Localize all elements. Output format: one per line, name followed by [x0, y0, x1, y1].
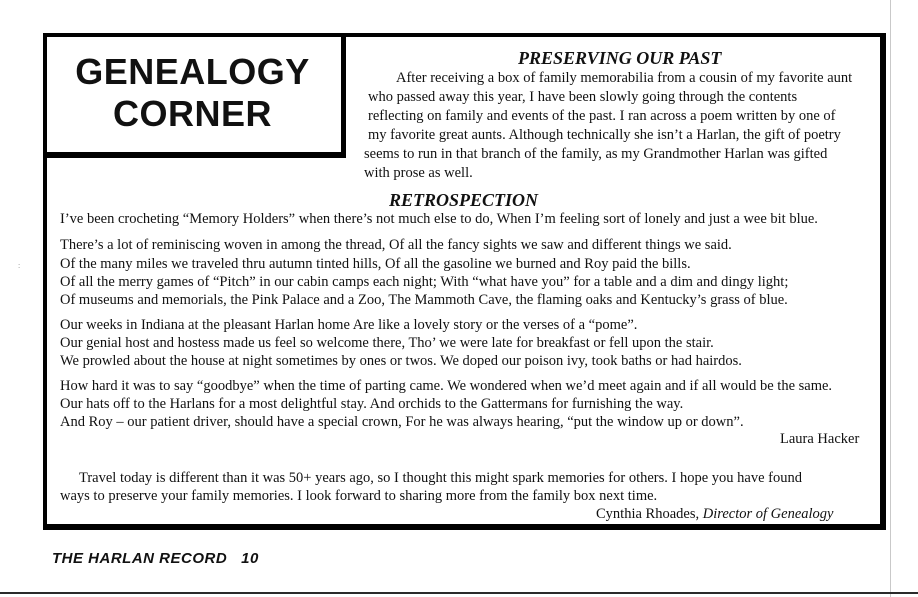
- poem-line: We prowled about the house at night sometimes by ones or twos. We doped our poison ivy, took baths or had hairdos.: [60, 353, 742, 369]
- signature-name: Cynthia Rhoades,: [596, 506, 700, 522]
- poem-line: Our genial host and hostess made us feel so welcome there, Tho’ we were late for breakfast or fell upon the stair.: [60, 335, 714, 351]
- section-title-box: [44, 34, 346, 158]
- poem-author: Laura Hacker: [780, 431, 860, 447]
- poem-line: And Roy – our patient driver, should have a special crown, For he was always hearing, “put the window up or down”.: [60, 414, 744, 430]
- poem-line: How hard it was to say “goodbye” when the time of parting came. We wondered when we’d meet again and if all would be the same.: [60, 378, 833, 394]
- poem-line: I’ve been crocheting “Memory Holders” when there’s not much else to do, When I’m feeling sort of lonely and just a wee bit blue.: [60, 211, 818, 227]
- poem-line: Our hats off to the Harlans for a most delightful stay. And orchids to the Gattermans for furnishing the way.: [60, 396, 684, 412]
- scan-speck: :: [18, 261, 21, 270]
- poem-line: There’s a lot of reminiscing woven in among the thread, Of all the fancy sights we saw and different things we said.: [60, 237, 732, 253]
- intro-line: After receiving a box of family memorabilia from a cousin of my favorite aunt: [396, 70, 853, 86]
- intro-line: with prose as well.: [364, 165, 473, 181]
- intro-line: my favorite great aunts. Although technically she isn’t a Harlan, the gift of poetry: [368, 127, 841, 143]
- closing-line: Travel today is different than it was 50+ years ago, so I thought this might spark memories for others. I hope you have found: [79, 470, 802, 486]
- poem-heading: RETROSPECTION: [389, 190, 539, 210]
- section-title-line1: GENEALOGY: [75, 51, 310, 92]
- publication-name: THE HARLAN RECORD: [52, 550, 228, 567]
- page-bottom-line: [0, 592, 918, 594]
- signature-title: Director of Genealogy: [702, 506, 834, 522]
- poem-line: Of all the merry games of “Pitch” in our cabin camps each night; With “what have you” for a table and a dim and dingy light;: [60, 274, 789, 290]
- poem-line: Of museums and memorials, the Pink Palace and a Zoo, The Mammoth Cave, the flaming oaks and Kentucky’s grass of blue.: [60, 292, 788, 308]
- poem-line: Of the many miles we traveled thru autumn tinted hills, Of all the gasoline we burned and Roy paid the bills.: [60, 256, 691, 272]
- intro-line: who passed away this year, I have been slowly going through the contents: [368, 89, 798, 105]
- poem-line: Our weeks in Indiana at the pleasant Harlan home Are like a lovely story or the verses of a “pome”.: [60, 317, 638, 333]
- closing-line: ways to preserve your family memories. I look forward to sharing more from the family box next time.: [60, 488, 658, 504]
- intro-heading: PRESERVING OUR PAST: [518, 48, 722, 68]
- section-title-line2: CORNER: [112, 93, 272, 134]
- page-footer: [52, 549, 259, 569]
- intro-line: reflecting on family and events of the past. I ran across a poem written by one of: [368, 108, 836, 124]
- page-edge-line: [890, 0, 891, 597]
- closing-signature: [596, 505, 833, 524]
- intro-line: seems to run in that branch of the family, as my Grandmother Harlan was gifted: [364, 146, 828, 162]
- page-number: 10: [241, 550, 259, 567]
